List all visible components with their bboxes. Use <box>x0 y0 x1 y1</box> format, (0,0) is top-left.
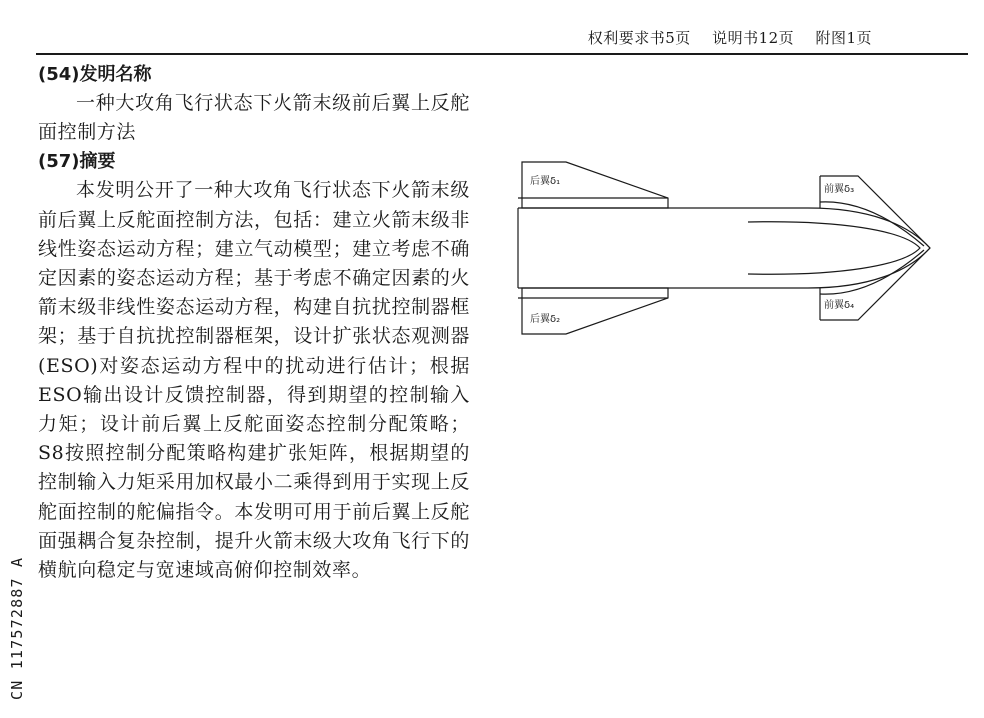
front-top-fin-label: 前翼δ₃ <box>824 184 855 195</box>
abstract-heading: (57)摘要 <box>38 151 116 173</box>
page-count-header <box>572 27 872 48</box>
invention-title-heading: (54)发明名称 <box>38 64 152 85</box>
header-divider <box>36 53 968 55</box>
description-page-count: 说明书12页 <box>712 29 795 47</box>
nose-cone <box>808 208 930 288</box>
invention-title: 一种大攻角飞行状态下火箭末级前后翼上反舵面控制方法 <box>38 92 470 144</box>
rear-bottom-fin-label: 后翼δ₂ <box>530 314 561 325</box>
rocket-diagram <box>508 150 944 350</box>
nose-inner-contour <box>748 222 920 275</box>
drawing-page-count: 附图1页 <box>815 29 872 47</box>
rear-bottom-fin <box>522 288 668 334</box>
claims-page-count: 权利要求书5页 <box>587 29 691 47</box>
abstract-text: 本发明公开了一种大攻角飞行状态下火箭末级前后翼上反舵面控制方法，包括：建立火箭末级非线性姿态运动方程；建立气动模型；建立考虑不确定因素的姿态运动方程；基于考虑不确定因素的火箭末级非线性姿态运动方程，构建自抗扰控制器框架；基于自抗扰控制器框架，设计扩张状态观测器(ESO)对姿态运动方程中的扰动进行估计；根据ESO输出设计反馈控制器，得到期望的控制输入力矩；设计前后翼上反舵面姿态控制分配策略；S8按照控制分配策略构建扩张矩阵，根据期望的控制输入力矩采用加权最小二乘得到用于实现上反舵面控制的舵偏指令。本发明可用于前后翼上反舵面强耦合复杂控制，提升火箭末级大攻角飞行下的横航向稳定与宽速域高俯仰控制效率。 <box>38 179 470 582</box>
front-bottom-fin-label: 前翼δ₄ <box>824 300 855 311</box>
rear-top-fin-label: 后翼δ₁ <box>530 176 561 187</box>
bibliographic-text-column <box>38 60 470 585</box>
publication-number: CN 117572887 A <box>8 556 26 700</box>
rocket-figure <box>508 150 944 350</box>
